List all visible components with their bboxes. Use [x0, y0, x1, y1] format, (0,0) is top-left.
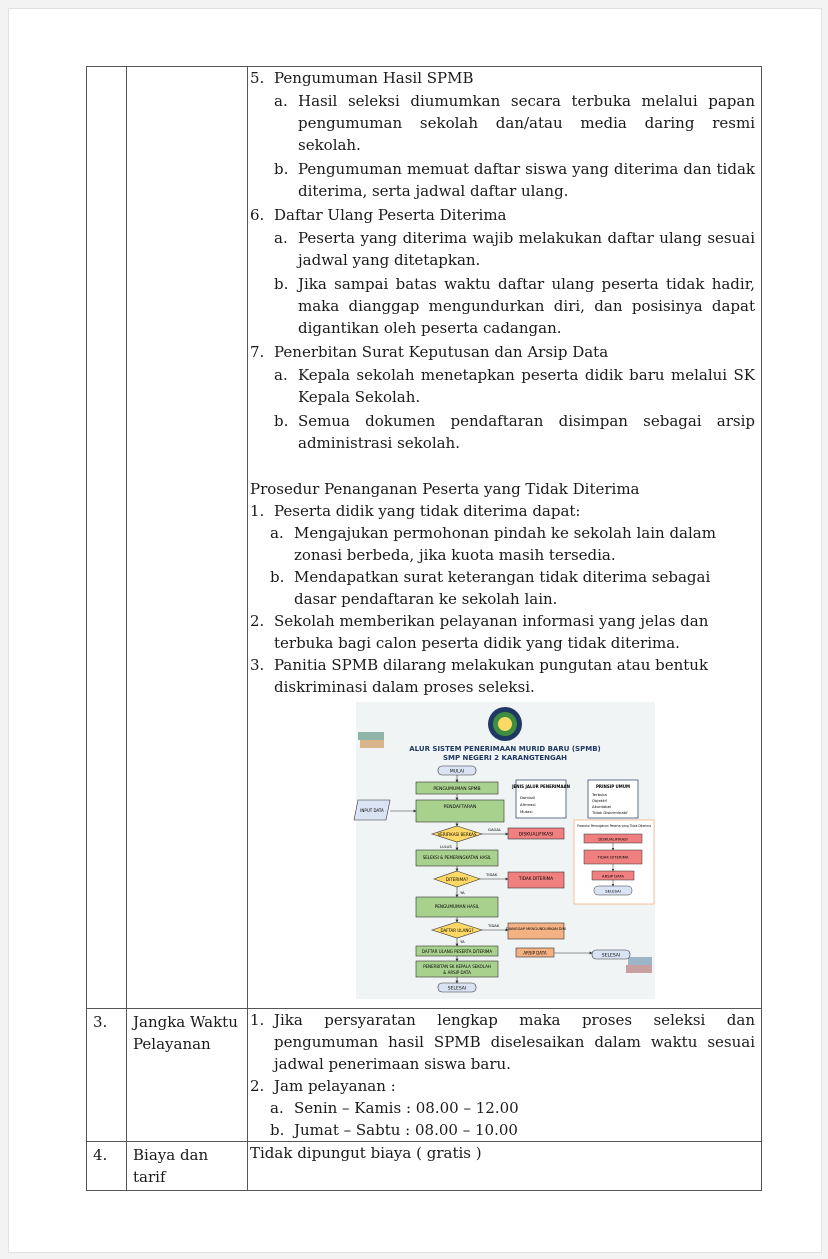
svg-text:JENIS JALUR PENERIMAAN: JENIS JALUR PENERIMAAN	[512, 784, 570, 789]
cell-content	[248, 1009, 762, 1142]
spmb-flowchart-image	[356, 702, 655, 999]
table-row-continued	[87, 67, 762, 1009]
list-item: 1. Jika persyaratan lengkap maka proses seleksi dan pengumuman hasil SPMB diselesaikan dalam waktu sesuai jadwal penerimaan siswa baru.	[250, 1011, 755, 1073]
document-page	[8, 8, 822, 1253]
svg-text:SELEKSI & PEMERINGKATAN HASIL: SELEKSI & PEMERINGKATAN HASIL	[422, 855, 492, 860]
node-withdrawn	[505, 923, 567, 939]
svg-text:PENERBITAN SK KEPALA SEKOLAH: PENERBITAN SK KEPALA SEKOLAH	[423, 964, 491, 969]
svg-text:GAGAL: GAGAL	[488, 827, 502, 832]
svg-text:DITERIMA?: DITERIMA?	[445, 877, 469, 882]
cell-label: Jangka Waktu Pelayanan	[127, 1009, 248, 1142]
node-registration	[416, 800, 504, 822]
svg-text:SELESAI: SELESAI	[447, 986, 467, 992]
svg-text:Mutasi: Mutasi	[520, 809, 533, 814]
svg-text:ARSIP DATA: ARSIP DATA	[601, 873, 625, 879]
list-item: 1. Peserta didik yang tidak diterima dapat: a. Mengajukan permohonan pindah ke sekolah lain dalam zonasi berbeda, jika kuota masih tersedia. b. Mendapatkan surat keterangan tidak diterima sebagai dasar pendaftaran ke sekolah lain.	[250, 500, 755, 610]
table-row-4	[87, 1142, 762, 1191]
svg-text:SELESAI: SELESAI	[605, 888, 621, 894]
cell-label	[127, 67, 248, 1009]
list-item: 2. Sekolah memberikan pelayanan informasi yang jelas dan terbuka bagi calon peserta didik yang tidak diterima.	[250, 612, 709, 652]
svg-text:Afirmasi: Afirmasi	[520, 802, 536, 807]
list-item: a. Peserta yang diterima wajib melakukan daftar ulang sesuai jadwal yang ditetapkan.	[274, 229, 755, 269]
step-title: Penerbitan Surat Keputusan dan Arsip Data	[274, 343, 609, 361]
svg-text:LULUS: LULUS	[440, 844, 452, 849]
cell-number: 4.	[87, 1142, 127, 1191]
svg-text:TIDAK: TIDAK	[488, 923, 500, 928]
svg-text:SELESAI: SELESAI	[601, 953, 621, 959]
svg-text:DIANGGAP MENGUNDURKAN DIRI: DIANGGAP MENGUNDURKAN DIRI	[505, 927, 567, 931]
cell-number	[87, 67, 127, 1009]
svg-text:DAFTAR ULANG?: DAFTAR ULANG?	[440, 928, 474, 933]
books-decoration	[358, 732, 384, 740]
flowchart-title: ALUR SISTEM PENERIMAAN MURID BARU (SPMB)	[409, 745, 601, 753]
list-item: b. Jika sampai batas waktu daftar ulang peserta tidak hadir, maka dianggap mengundurkan diri, dan posisinya dapat digantikan oleh peserta cadangan.	[274, 275, 755, 337]
cell-content: Tidak dipungut biaya ( gratis )	[248, 1142, 762, 1191]
svg-text:Akuntabel: Akuntabel	[592, 804, 612, 809]
svg-text:& ARSIP DATA: & ARSIP DATA	[443, 970, 471, 975]
svg-text:TIDAK: TIDAK	[486, 872, 498, 877]
svg-text:PENDAFTARAN: PENDAFTARAN	[443, 805, 477, 810]
procedure-title: Prosedur Penanganan Peserta yang Tidak Diterima	[250, 480, 640, 498]
list-item: 7. Penerbitan Surat Keputusan dan Arsip Data a. Kepala sekolah menetapkan peserta didik baru melalui SK Kepala Sekolah. b. Semua dokumen pendaftaran disimpan sebagai arsip administrasi sekolah.	[250, 343, 755, 452]
svg-text:PENGUMUMAN SPMB: PENGUMUMAN SPMB	[433, 787, 481, 792]
flowchart-subtitle: SMP NEGERI 2 KARANGTENGAH	[442, 754, 568, 762]
svg-text:Prosedur Penanganan Peserta ya: Prosedur Penanganan Peserta yang Tidak Diterima	[577, 824, 651, 828]
svg-text:YA: YA	[460, 939, 465, 944]
list-item: 2. Jam pelayanan : a. Senin – Kamis : 08.00 – 12.00 b. Jumat – Sabtu : 08.00 – 10.00	[250, 1075, 755, 1141]
list-item: a. Senin – Kamis : 08.00 – 12.00	[270, 1099, 519, 1117]
cell-content	[248, 67, 762, 1009]
list-item: 6. Daftar Ulang Peserta Diterima a. Peserta yang diterima wajib melakukan daftar ulang sesuai jadwal yang ditetapkan. b. Jika sampai batas waktu daftar ulang peserta tidak hadir, maka dianggap mengundurkan diri, dan posisinya dapat digantikan oleh peserta cadangan.	[250, 206, 755, 337]
svg-text:Terbuka: Terbuka	[592, 792, 607, 797]
list-item: 3. Panitia SPMB dilarang melakukan pungutan atau bentuk diskriminasi dalam proses seleksi.	[250, 656, 709, 696]
svg-text:YA: YA	[460, 890, 465, 895]
svg-text:Objektif: Objektif	[592, 798, 607, 803]
list-item: b. Pengumuman memuat daftar siswa yang diterima dan tidak diterima, serta jadwal daftar ulang.	[274, 160, 755, 200]
list-item: a. Hasil seleksi diumumkan secara terbuka melalui papan pengumuman sekolah dan/atau media daring resmi sekolah.	[274, 92, 755, 154]
svg-text:Domisili: Domisili	[520, 795, 536, 800]
svg-text:DISKUALIFIKASI: DISKUALIFIKASI	[518, 832, 554, 838]
svg-text:ARSIP DATA: ARSIP DATA	[523, 950, 547, 956]
procedure-list	[250, 500, 755, 698]
cell-label: Biaya dan tarif	[127, 1142, 248, 1191]
cell-number: 3.	[87, 1009, 127, 1142]
svg-text:Tidak Diskriminatif: Tidak Diskriminatif	[592, 810, 628, 815]
procedure-steps	[250, 67, 755, 454]
svg-text:VERIFIKASI BERKAS: VERIFIKASI BERKAS	[437, 832, 477, 837]
svg-text:DISKUALIFIKASI: DISKUALIFIKASI	[598, 836, 628, 842]
svg-text:TIDAK DITERIMA: TIDAK DITERIMA	[518, 876, 554, 881]
svg-text:MULAI: MULAI	[449, 769, 465, 775]
svg-text:INPUT DATA: INPUT DATA	[360, 808, 384, 813]
list-item: 5. Pengumuman Hasil SPMB a. Hasil seleksi diumumkan secara terbuka melalui papan pengumuman sekolah dan/atau media daring resmi sekolah. b. Pengumuman memuat daftar siswa yang diterima dan tidak diterima, serta jadwal daftar ulang.	[250, 69, 755, 200]
list-item: b. Mendapatkan surat keterangan tidak diterima sebagai dasar pendaftaran ke sekolah lain.	[270, 568, 711, 608]
service-standard-table	[86, 66, 762, 1191]
list-item: a. Mengajukan permohonan pindah ke sekolah lain dalam zonasi berbeda, jika kuota masih tersedia.	[270, 524, 716, 564]
svg-text:DAFTAR ULANG PESERTA DITERIMA: DAFTAR ULANG PESERTA DITERIMA	[421, 949, 493, 954]
list-item: a. Kepala sekolah menetapkan peserta didik baru melalui SK Kepala Sekolah.	[274, 366, 755, 406]
step-title: Daftar Ulang Peserta Diterima	[274, 206, 507, 224]
table-row-3	[87, 1009, 762, 1142]
list-item: b. Semua dokumen pendaftaran disimpan sebagai arsip administrasi sekolah.	[274, 412, 755, 452]
svg-text:PRINSIP UMUM: PRINSIP UMUM	[596, 784, 630, 789]
step-title: Pengumuman Hasil SPMB	[274, 69, 474, 87]
list-item: b. Jumat – Sabtu : 08.00 – 10.00	[270, 1121, 518, 1139]
svg-text:TIDAK DITERIMA: TIDAK DITERIMA	[597, 854, 629, 860]
svg-text:PENGUMUMAN HASIL: PENGUMUMAN HASIL	[434, 904, 480, 909]
